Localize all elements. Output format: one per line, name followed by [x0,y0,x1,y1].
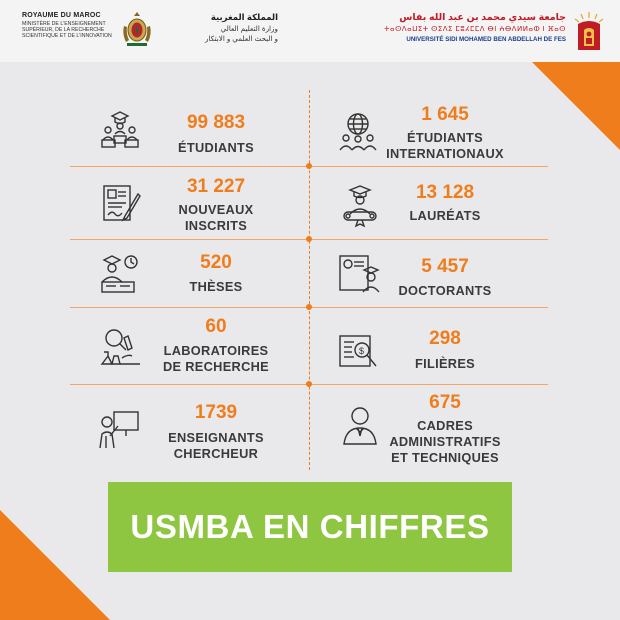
arabic-ministry-line: وزارة التعليم العالي [220,24,278,33]
stat-value: 298 [429,328,461,349]
stat-label-line: ET TECHNIQUES [391,450,499,465]
ministry-line: MINISTÈRE DE L'ENSEIGNEMENT [22,21,106,27]
stat-label [368,356,522,372]
stat-label [150,279,282,295]
stat-value: 675 [429,392,461,413]
ministry-arabic-text [158,12,278,43]
stat-label [150,202,282,234]
stat-label-line: DOCTORANTS [398,283,492,298]
divider-dot [306,236,312,242]
university-emblem-icon [572,10,606,54]
orange-corner-bottom-left [0,510,110,620]
country-name: ROYAUME DU MAROC [22,12,101,19]
stat-label-line: LABORATOIRES [163,343,269,358]
stat-label-line: ENSEIGNANTS [168,430,264,445]
stat-label [150,140,282,156]
university-arabic-name: جامعة سيدي محمد بن عبد الله بفاس [399,12,566,23]
svg-text:$: $ [359,346,365,356]
stat-label [368,130,522,162]
stat-value: 1 645 [421,104,469,125]
graduation-class-icon [98,108,142,152]
stat-label-line: CADRES [417,418,473,433]
university-texts [346,12,566,43]
stat-label-line: INSCRITS [184,218,248,233]
stat-label [368,283,522,299]
stat-label-line: ÉTUDIANTS [178,140,254,155]
university-tifinagh-name: ⵜⴰⵙⴷⴰⵡⵉⵜ ⵙⵉⴷⵉ ⵎⵓⵃⵎⵎⴷ ⴱⵏ ⵄⴱⴷⵍⵍⴰⵀ ⵏ ⴼⴰⵙ [384,26,566,33]
microscope-lab-icon [98,326,142,370]
ministry-logo [22,12,292,56]
stat-label-line: ÉTUDIANTS [407,130,483,145]
stat-label [368,208,522,224]
stat-label-line: LAURÉATS [409,208,481,223]
ministry-name [22,21,124,40]
arabic-ministry-line: و البحث العلمي و الابتكار [204,34,278,43]
stat-label-line: INTERNATIONAUX [386,146,504,161]
title-banner [108,482,512,572]
ministry-line: SCIENTIFIQUE ET DE L'INNOVATION [22,33,112,40]
stat-value: 1739 [194,402,238,423]
column-divider [309,90,310,470]
registration-form-icon [98,182,142,226]
stat-value: 60 [205,316,227,337]
university-logo [346,10,606,56]
stat-value: 31 227 [186,176,246,197]
stat-value: 13 128 [415,182,475,203]
banner-title: USMBA EN CHIFFRES [130,508,490,545]
stat-label-line: THÈSES [189,279,243,294]
divider-dot [306,381,312,387]
stat-value: 520 [200,252,232,273]
stat-label [144,343,288,375]
stat-label-line: NOUVEAUX [178,202,254,217]
stat-label-line: ADMINISTRATIFS [389,434,501,449]
stat-label-line: DE RECHERCHE [163,359,269,374]
divider-dot [306,304,312,310]
teacher-board-icon [96,408,140,452]
university-latin-name: UNIVERSITÉ SIDI MOHAMED BEN ABDELLAH DE FES [406,36,566,43]
header [0,0,620,62]
divider-dot [306,163,312,169]
ministry-line: SUPÉRIEUR, DE LA RECHERCHE [22,27,105,34]
stat-label [146,430,286,462]
stat-value: 5 457 [421,256,469,277]
stat-label [368,418,522,466]
stat-value: 99 883 [186,112,246,133]
arabic-country: المملكة المغربية [210,12,278,22]
stat-label-line: FILIÈRES [415,356,475,371]
ministry-latin-text [22,12,124,40]
thesis-writer-icon [98,252,142,296]
stat-label-line: CHERCHEUR [173,446,259,461]
moroccan-crest-icon [120,10,154,50]
